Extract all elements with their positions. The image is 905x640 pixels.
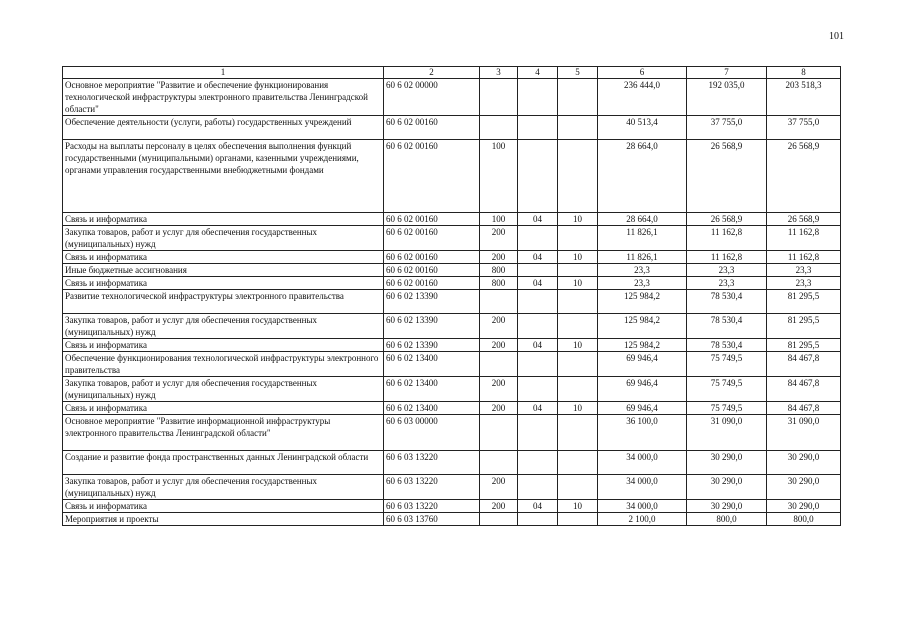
row-value-2021-cell: 34 000,0 [598, 500, 687, 513]
row-vr-cell [480, 415, 518, 451]
row-name-cell: Связь и информатика [63, 251, 384, 264]
header-cell: 2 [384, 67, 480, 79]
row-vr-cell: 200 [480, 339, 518, 352]
row-rz-cell: 04 [518, 402, 558, 415]
row-value-2023-cell: 23,3 [767, 277, 841, 290]
row-pr-cell [558, 475, 598, 500]
row-vr-cell: 800 [480, 264, 518, 277]
row-vr-cell: 800 [480, 277, 518, 290]
row-value-2021-cell: 11 826,1 [598, 251, 687, 264]
table-row [63, 415, 841, 451]
header-cell: 1 [63, 67, 384, 79]
row-vr-cell: 200 [480, 475, 518, 500]
row-value-2023-cell: 30 290,0 [767, 500, 841, 513]
row-value-2022-cell: 192 035,0 [687, 79, 767, 116]
row-value-2023-cell: 84 467,8 [767, 377, 841, 402]
row-value-2021-cell: 69 946,4 [598, 352, 687, 377]
row-name-cell: Закупка товаров, работ и услуг для обеспечения государственных (муниципальных) нужд [63, 475, 384, 500]
row-pr-cell [558, 415, 598, 451]
row-code-cell: 60 6 02 13400 [384, 377, 480, 402]
row-pr-cell: 10 [558, 339, 598, 352]
row-value-2023-cell: 203 518,3 [767, 79, 841, 116]
row-rz-cell [518, 226, 558, 251]
row-code-cell: 60 6 02 00160 [384, 264, 480, 277]
row-name-cell: Закупка товаров, работ и услуг для обеспечения государственных (муниципальных) нужд [63, 314, 384, 339]
row-rz-cell [518, 475, 558, 500]
row-pr-cell [558, 377, 598, 402]
row-pr-cell [558, 352, 598, 377]
row-value-2022-cell: 75 749,5 [687, 377, 767, 402]
header-cell: 3 [480, 67, 518, 79]
row-value-2022-cell: 11 162,8 [687, 251, 767, 264]
row-value-2021-cell: 69 946,4 [598, 377, 687, 402]
row-name-cell: Связь и информатика [63, 339, 384, 352]
row-name-cell: Связь и информатика [63, 402, 384, 415]
row-value-2023-cell: 11 162,8 [767, 226, 841, 251]
row-rz-cell: 04 [518, 213, 558, 226]
row-value-2022-cell: 23,3 [687, 264, 767, 277]
row-code-cell: 60 6 02 00160 [384, 140, 480, 213]
row-code-cell: 60 6 02 13390 [384, 314, 480, 339]
row-rz-cell: 04 [518, 500, 558, 513]
table-row [63, 277, 841, 290]
table-row [63, 475, 841, 500]
row-value-2022-cell: 23,3 [687, 277, 767, 290]
row-vr-cell: 200 [480, 226, 518, 251]
table-row [63, 513, 841, 526]
row-value-2023-cell: 81 295,5 [767, 339, 841, 352]
row-pr-cell [558, 451, 598, 475]
row-value-2023-cell: 26 568,9 [767, 213, 841, 226]
row-value-2022-cell: 31 090,0 [687, 415, 767, 451]
row-code-cell: 60 6 02 00160 [384, 213, 480, 226]
row-code-cell: 60 6 02 13390 [384, 290, 480, 314]
row-value-2021-cell: 11 826,1 [598, 226, 687, 251]
row-value-2021-cell: 40 513,4 [598, 116, 687, 140]
row-value-2022-cell: 78 530,4 [687, 339, 767, 352]
row-code-cell: 60 6 02 00160 [384, 277, 480, 290]
header-cell: 8 [767, 67, 841, 79]
row-pr-cell [558, 314, 598, 339]
table-row [63, 339, 841, 352]
row-vr-cell [480, 352, 518, 377]
row-vr-cell: 200 [480, 314, 518, 339]
row-value-2023-cell: 23,3 [767, 264, 841, 277]
row-name-cell: Создание и развитие фонда пространственных данных Ленинградской области [63, 451, 384, 475]
table-row [63, 352, 841, 377]
row-value-2021-cell: 28 664,0 [598, 213, 687, 226]
row-value-2022-cell: 800,0 [687, 513, 767, 526]
row-pr-cell: 10 [558, 251, 598, 264]
header-cell: 7 [687, 67, 767, 79]
row-rz-cell [518, 290, 558, 314]
row-rz-cell: 04 [518, 339, 558, 352]
row-pr-cell: 10 [558, 213, 598, 226]
row-vr-cell [480, 290, 518, 314]
row-value-2021-cell: 125 984,2 [598, 314, 687, 339]
row-pr-cell: 10 [558, 500, 598, 513]
budget-table [62, 66, 841, 526]
row-code-cell: 60 6 03 13760 [384, 513, 480, 526]
row-value-2022-cell: 37 755,0 [687, 116, 767, 140]
table-row [63, 290, 841, 314]
row-pr-cell [558, 290, 598, 314]
row-vr-cell: 200 [480, 402, 518, 415]
row-vr-cell [480, 116, 518, 140]
row-vr-cell [480, 451, 518, 475]
row-pr-cell [558, 79, 598, 116]
row-name-cell: Развитие технологической инфраструктуры электронного правительства [63, 290, 384, 314]
row-value-2022-cell: 30 290,0 [687, 475, 767, 500]
row-value-2022-cell: 78 530,4 [687, 290, 767, 314]
row-name-cell: Основное мероприятие "Развитие информационной инфраструктуры электронного правительства Ленинградской области" [63, 415, 384, 451]
row-vr-cell: 200 [480, 377, 518, 402]
row-code-cell: 60 6 02 00160 [384, 116, 480, 140]
row-pr-cell [558, 140, 598, 213]
row-value-2021-cell: 125 984,2 [598, 339, 687, 352]
row-value-2021-cell: 36 100,0 [598, 415, 687, 451]
row-value-2021-cell: 69 946,4 [598, 402, 687, 415]
table-row [63, 264, 841, 277]
table-row [63, 402, 841, 415]
row-value-2021-cell: 236 444,0 [598, 79, 687, 116]
row-code-cell: 60 6 02 13390 [384, 339, 480, 352]
table-row [63, 79, 841, 116]
row-code-cell: 60 6 02 00160 [384, 251, 480, 264]
row-value-2021-cell: 28 664,0 [598, 140, 687, 213]
table-row [63, 140, 841, 213]
row-code-cell: 60 6 02 00160 [384, 226, 480, 251]
table-row [63, 377, 841, 402]
row-rz-cell [518, 314, 558, 339]
row-value-2023-cell: 31 090,0 [767, 415, 841, 451]
row-name-cell: Связь и информатика [63, 500, 384, 513]
row-name-cell: Связь и информатика [63, 277, 384, 290]
table-row [63, 451, 841, 475]
row-value-2022-cell: 75 749,5 [687, 402, 767, 415]
row-value-2021-cell: 34 000,0 [598, 451, 687, 475]
row-value-2023-cell: 30 290,0 [767, 475, 841, 500]
row-value-2023-cell: 84 467,8 [767, 352, 841, 377]
row-vr-cell: 200 [480, 500, 518, 513]
row-name-cell: Закупка товаров, работ и услуг для обеспечения государственных (муниципальных) нужд [63, 226, 384, 251]
row-code-cell: 60 6 03 13220 [384, 451, 480, 475]
page-number: 101 [829, 31, 844, 42]
table-row [63, 500, 841, 513]
row-rz-cell [518, 116, 558, 140]
row-rz-cell [518, 415, 558, 451]
row-value-2022-cell: 30 290,0 [687, 500, 767, 513]
row-name-cell: Мероприятия и проекты [63, 513, 384, 526]
row-value-2023-cell: 81 295,5 [767, 290, 841, 314]
row-pr-cell: 10 [558, 402, 598, 415]
table-header-row [63, 67, 841, 79]
row-value-2023-cell: 26 568,9 [767, 140, 841, 213]
row-value-2023-cell: 84 467,8 [767, 402, 841, 415]
row-value-2022-cell: 30 290,0 [687, 451, 767, 475]
header-cell: 5 [558, 67, 598, 79]
row-value-2023-cell: 37 755,0 [767, 116, 841, 140]
row-vr-cell: 100 [480, 140, 518, 213]
row-value-2022-cell: 26 568,9 [687, 140, 767, 213]
row-rz-cell [518, 140, 558, 213]
row-code-cell: 60 6 02 00000 [384, 79, 480, 116]
row-pr-cell [558, 513, 598, 526]
row-pr-cell [558, 264, 598, 277]
row-name-cell: Закупка товаров, работ и услуг для обеспечения государственных (муниципальных) нужд [63, 377, 384, 402]
row-pr-cell [558, 116, 598, 140]
row-rz-cell [518, 377, 558, 402]
row-pr-cell: 10 [558, 277, 598, 290]
table-row [63, 213, 841, 226]
table-row [63, 314, 841, 339]
row-code-cell: 60 6 02 13400 [384, 352, 480, 377]
row-value-2023-cell: 800,0 [767, 513, 841, 526]
row-code-cell: 60 6 03 00000 [384, 415, 480, 451]
row-value-2023-cell: 11 162,8 [767, 251, 841, 264]
header-cell: 4 [518, 67, 558, 79]
row-code-cell: 60 6 03 13220 [384, 500, 480, 513]
row-vr-cell [480, 513, 518, 526]
row-code-cell: 60 6 02 13400 [384, 402, 480, 415]
row-rz-cell [518, 264, 558, 277]
row-code-cell: 60 6 03 13220 [384, 475, 480, 500]
row-value-2023-cell: 30 290,0 [767, 451, 841, 475]
row-rz-cell: 04 [518, 277, 558, 290]
row-vr-cell: 100 [480, 213, 518, 226]
row-rz-cell [518, 451, 558, 475]
row-name-cell: Связь и информатика [63, 213, 384, 226]
row-pr-cell [558, 226, 598, 251]
row-rz-cell [518, 352, 558, 377]
header-cell: 6 [598, 67, 687, 79]
row-rz-cell [518, 513, 558, 526]
row-vr-cell [480, 79, 518, 116]
row-value-2022-cell: 26 568,9 [687, 213, 767, 226]
row-value-2022-cell: 75 749,5 [687, 352, 767, 377]
row-value-2023-cell: 81 295,5 [767, 314, 841, 339]
table-row [63, 116, 841, 140]
table-row [63, 251, 841, 264]
row-value-2022-cell: 11 162,8 [687, 226, 767, 251]
row-name-cell: Расходы на выплаты персоналу в целях обеспечения выполнения функций государственными (муниципальными) органами, казенными учреждениями, органами управления государственными внебюджетными фондами [63, 140, 384, 213]
row-value-2021-cell: 34 000,0 [598, 475, 687, 500]
row-value-2021-cell: 23,3 [598, 264, 687, 277]
row-value-2021-cell: 2 100,0 [598, 513, 687, 526]
row-name-cell: Иные бюджетные ассигнования [63, 264, 384, 277]
row-rz-cell [518, 79, 558, 116]
row-value-2021-cell: 125 984,2 [598, 290, 687, 314]
table-row [63, 226, 841, 251]
row-value-2021-cell: 23,3 [598, 277, 687, 290]
row-rz-cell: 04 [518, 251, 558, 264]
row-name-cell: Обеспечение деятельности (услуги, работы) государственных учреждений [63, 116, 384, 140]
row-vr-cell: 200 [480, 251, 518, 264]
row-name-cell: Обеспечение функционирования технологической инфраструктуры электронного правительства [63, 352, 384, 377]
row-value-2022-cell: 78 530,4 [687, 314, 767, 339]
row-name-cell: Основное мероприятие "Развитие и обеспечение функционирования технологической инфраструктуры электронного правительства Ленинградской области" [63, 79, 384, 116]
